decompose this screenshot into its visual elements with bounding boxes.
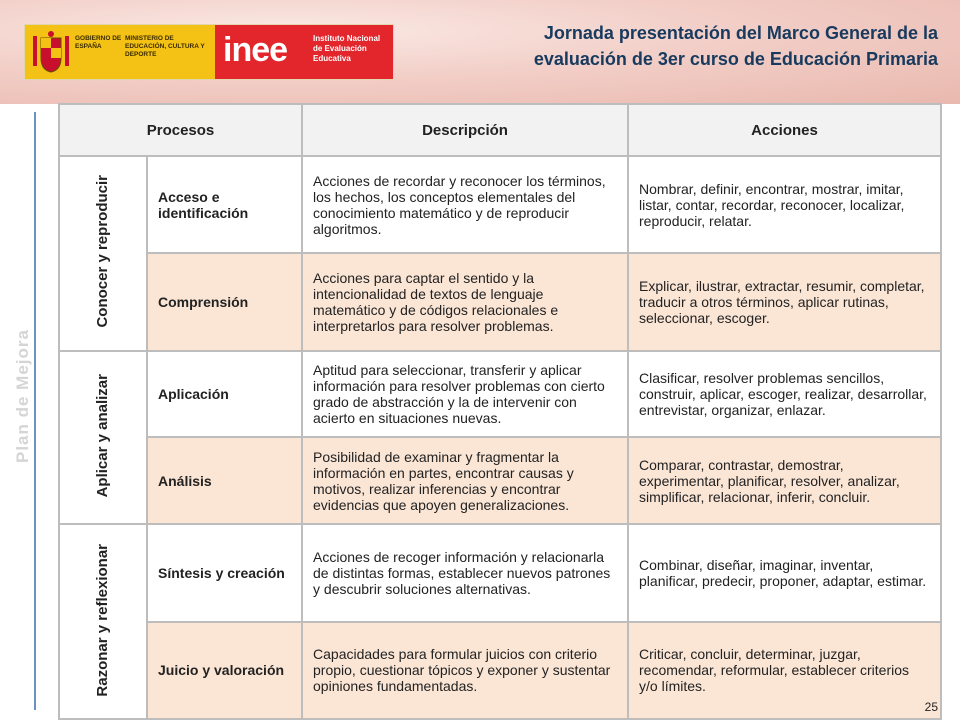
description-cell: Capacidades para formular juicios con criterio propio, cuestionar tópicos y exponer y sustentar opiniones fundamentadas. <box>302 622 628 719</box>
actions-cell: Nombrar, definir, encontrar, mostrar, imitar, listar, contar, recordar, reconocer, localizar, reproducir, relatar. <box>628 156 941 253</box>
table-row <box>59 524 941 621</box>
process-cell: Acceso e identificación <box>147 156 302 253</box>
group-aplicar <box>59 351 147 525</box>
logos <box>24 24 394 80</box>
table-row <box>59 253 941 350</box>
group-label: Conocer y reproducir <box>94 175 111 329</box>
actions-cell: Combinar, diseñar, imaginar, inventar, planificar, predecir, proponer, adaptar, estimar. <box>628 524 941 621</box>
process-table <box>58 103 942 720</box>
actions-cell: Criticar, concluir, determinar, juzgar, recomendar, reformular, establecer criterios y/o límites. <box>628 622 941 719</box>
header-procesos: Procesos <box>59 104 302 156</box>
process-cell: Síntesis y creación <box>147 524 302 621</box>
table-row <box>59 351 941 438</box>
header-acciones: Acciones <box>628 104 941 156</box>
table-row <box>59 622 941 719</box>
inee-subtitle: Instituto Nacional de Evaluación Educativa <box>313 34 381 63</box>
process-cell: Comprensión <box>147 253 302 350</box>
description-cell: Acciones de recordar y reconocer los términos, los hechos, los conceptos elementales del conocimiento matemático y de reproducir algoritmos. <box>302 156 628 253</box>
actions-cell: Clasificar, resolver problemas sencillos, construir, aplicar, escoger, realizar, desarrollar, entrevistar, organizar, enlazar. <box>628 351 941 438</box>
description-cell: Posibilidad de examinar y fragmentar la información en partes, encontrar causas y motivos, realizar inferencias y encontrar evidencias que apoyen generalizaciones. <box>302 437 628 524</box>
inee-wordmark: inee <box>223 31 288 69</box>
header-descripcion: Descripción <box>302 104 628 156</box>
description-cell: Acciones para captar el sentido y la intencionalidad de textos de lenguaje matemático y de códigos relacionales e interpretarlos para resolver problemas. <box>302 253 628 350</box>
header-banner <box>0 0 960 104</box>
group-label: Razonar y reflexionar <box>94 543 111 697</box>
description-cell: Acciones de recoger información y relacionarla de distintas formas, establecer nuevos patrones y descubrir soluciones alternativas. <box>302 524 628 621</box>
table-header-row <box>59 104 941 156</box>
description-cell: Aptitud para seleccionar, transferir y aplicar información para resolver problemas con cierto grado de abstracción y la de intervenir con acierto en situaciones nuevas. <box>302 351 628 438</box>
group-label: Aplicar y analizar <box>94 374 111 498</box>
table-row <box>59 437 941 524</box>
title-line-2: evaluación de 3er curso de Educación Primaria <box>533 49 938 69</box>
page-title <box>418 20 938 72</box>
coat-of-arms-icon <box>31 30 71 74</box>
title-line-1: Jornada presentación del Marco General de la <box>543 23 938 43</box>
process-cell: Juicio y valoración <box>147 622 302 719</box>
sidebar-label: Plan de Mejora <box>13 329 32 463</box>
group-razonar <box>59 524 147 719</box>
actions-cell: Explicar, ilustrar, extractar, resumir, completar, traducir a otros términos, aplicar rutinas, seleccionar, escoger. <box>628 253 941 350</box>
actions-cell: Comparar, contrastar, demostrar, experimentar, planificar, resolver, analizar, simplificar, relacionar, inferir, concluir. <box>628 437 941 524</box>
table-row <box>59 156 941 253</box>
group-conocer <box>59 156 147 351</box>
inee-logo <box>215 25 393 79</box>
gobierno-text: GOBIERNO DE ESPAÑA <box>75 35 122 50</box>
page-number: 25 <box>924 700 938 714</box>
gobierno-logo <box>25 25 215 79</box>
process-cell: Aplicación <box>147 351 302 438</box>
ministerio-text: MINISTERIO DE EDUCACIÓN, CULTURA Y DEPORTE <box>125 35 205 58</box>
process-cell: Análisis <box>147 437 302 524</box>
